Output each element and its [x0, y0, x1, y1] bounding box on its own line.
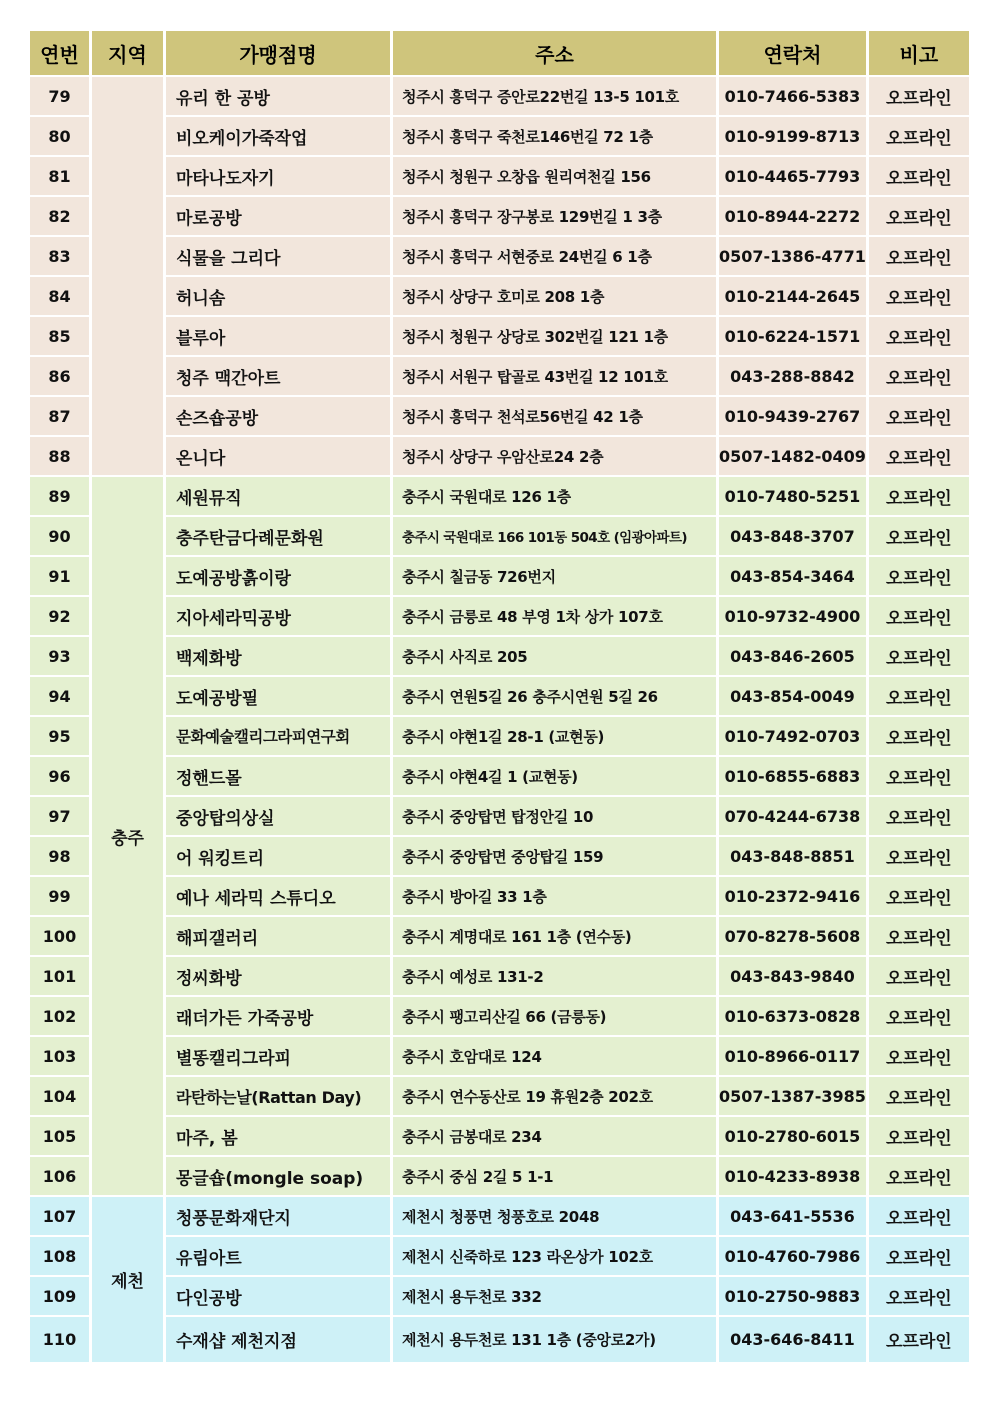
- row-num: 95: [30, 717, 89, 755]
- store-contact: 010-2780-6015: [719, 1117, 866, 1155]
- store-address: 제천시 용두천로 131 1층 (중앙로2가): [393, 1317, 716, 1362]
- store-note: 오프라인: [869, 117, 969, 155]
- store-address: 충주시 금릉로 48 부영 1차 상가 107호: [393, 597, 716, 635]
- table-row: [30, 1317, 969, 1362]
- row-num: 110: [30, 1317, 89, 1362]
- table-row: [30, 357, 969, 395]
- row-num: 101: [30, 957, 89, 995]
- row-num: 93: [30, 637, 89, 675]
- table-row: [30, 1277, 969, 1315]
- store-name: 마주, 봄: [166, 1117, 390, 1155]
- table-row: [30, 1197, 969, 1235]
- store-note: 오프라인: [869, 237, 969, 275]
- store-address: 충주시 금봉대로 234: [393, 1117, 716, 1155]
- region-cell-jecheon: 제천: [92, 1197, 163, 1362]
- store-address: 제천시 용두천로 332: [393, 1277, 716, 1315]
- store-contact: 043-846-2605: [719, 637, 866, 675]
- store-note: 오프라인: [869, 1157, 969, 1195]
- store-name: 다인공방: [166, 1277, 390, 1315]
- row-num: 82: [30, 197, 89, 235]
- store-name: 온니다: [166, 437, 390, 475]
- store-address: 청주시 흥덕구 천석로56번길 42 1층: [393, 397, 716, 435]
- store-address: 충주시 호암대로 124: [393, 1037, 716, 1075]
- store-note: 오프라인: [869, 757, 969, 795]
- row-num: 88: [30, 437, 89, 475]
- store-note: 오프라인: [869, 1277, 969, 1315]
- store-name: 해피갤러리: [166, 917, 390, 955]
- store-name: 도예공방필: [166, 677, 390, 715]
- store-note: 오프라인: [869, 677, 969, 715]
- table-row: [30, 277, 969, 315]
- store-contact: 010-6224-1571: [719, 317, 866, 355]
- store-name: 세원뮤직: [166, 477, 390, 515]
- store-name: 문화예술캘리그라피연구회: [166, 717, 390, 755]
- store-note: 오프라인: [869, 77, 969, 115]
- store-note: 오프라인: [869, 1197, 969, 1235]
- row-num: 90: [30, 517, 89, 555]
- store-list-sheet: [30, 31, 969, 1362]
- row-num: 84: [30, 277, 89, 315]
- store-contact: 0507-1386-4771: [719, 237, 866, 275]
- store-contact: 010-4233-8938: [719, 1157, 866, 1195]
- store-address: 제천시 신죽하로 123 라온상가 102호: [393, 1237, 716, 1275]
- table-row: [30, 157, 969, 195]
- store-contact: 0507-1387-3985: [719, 1077, 866, 1115]
- store-note: 오프라인: [869, 877, 969, 915]
- store-contact: 043-641-5536: [719, 1197, 866, 1235]
- region-cell-cheongju: [92, 77, 163, 475]
- store-note: 오프라인: [869, 197, 969, 235]
- store-name: 충주탄금다례문화원: [166, 517, 390, 555]
- row-num: 102: [30, 997, 89, 1035]
- store-name: 라탄하는날(Rattan Day): [166, 1077, 390, 1115]
- store-address: 청주시 청원구 오창읍 원리여천길 156: [393, 157, 716, 195]
- store-address: 충주시 야현4길 1 (교현동): [393, 757, 716, 795]
- row-num: 91: [30, 557, 89, 595]
- store-name: 정핸드몰: [166, 757, 390, 795]
- store-contact: 010-8966-0117: [719, 1037, 866, 1075]
- store-address: 충주시 팽고리산길 66 (금릉동): [393, 997, 716, 1035]
- table-row: [30, 1237, 969, 1275]
- store-contact: 010-9199-8713: [719, 117, 866, 155]
- row-num: 80: [30, 117, 89, 155]
- table-row: [30, 397, 969, 435]
- header-contact: 연락처: [719, 31, 866, 75]
- row-num: 83: [30, 237, 89, 275]
- store-name: 정씨화방: [166, 957, 390, 995]
- table-row: [30, 437, 969, 475]
- store-contact: 070-4244-6738: [719, 797, 866, 835]
- store-note: 오프라인: [869, 357, 969, 395]
- row-num: 109: [30, 1277, 89, 1315]
- store-note: 오프라인: [869, 277, 969, 315]
- store-note: 오프라인: [869, 1077, 969, 1115]
- store-name: 몽글숍(mongle soap): [166, 1157, 390, 1195]
- table-row: [30, 517, 969, 555]
- region-cell-chungju: 충주: [92, 477, 163, 1195]
- store-name: 비오케이가죽작업: [166, 117, 390, 155]
- store-address: 충주시 사직로 205: [393, 637, 716, 675]
- store-contact: 010-9439-2767: [719, 397, 866, 435]
- store-note: 오프라인: [869, 157, 969, 195]
- store-name: 수재샵 제천지점: [166, 1317, 390, 1362]
- row-num: 100: [30, 917, 89, 955]
- store-name: 예나 세라믹 스튜디오: [166, 877, 390, 915]
- row-num: 108: [30, 1237, 89, 1275]
- store-note: 오프라인: [869, 837, 969, 875]
- row-num: 104: [30, 1077, 89, 1115]
- store-name: 유림아트: [166, 1237, 390, 1275]
- store-note: 오프라인: [869, 637, 969, 675]
- store-name: 식물을 그리다: [166, 237, 390, 275]
- row-num: 89: [30, 477, 89, 515]
- store-contact: 010-8944-2272: [719, 197, 866, 235]
- table-row: [30, 1117, 969, 1155]
- table-row: [30, 597, 969, 635]
- store-contact: 043-843-9840: [719, 957, 866, 995]
- store-address: 충주시 예성로 131-2: [393, 957, 716, 995]
- header-address: 주소: [393, 31, 716, 75]
- store-note: 오프라인: [869, 717, 969, 755]
- store-address: 청주시 상당구 호미로 208 1층: [393, 277, 716, 315]
- table-row: [30, 197, 969, 235]
- store-name: 래더가든 가죽공방: [166, 997, 390, 1035]
- table-row: [30, 917, 969, 955]
- store-name: 백제화방: [166, 637, 390, 675]
- table-row: [30, 717, 969, 755]
- row-num: 94: [30, 677, 89, 715]
- table-row: [30, 77, 969, 115]
- store-name: 손즈숍공방: [166, 397, 390, 435]
- row-num: 98: [30, 837, 89, 875]
- store-address: 충주시 칠금동 726번지: [393, 557, 716, 595]
- store-contact: 010-7466-5383: [719, 77, 866, 115]
- store-contact: 010-7480-5251: [719, 477, 866, 515]
- store-note: 오프라인: [869, 477, 969, 515]
- store-note: 오프라인: [869, 1037, 969, 1075]
- table-row: [30, 1157, 969, 1195]
- store-note: 오프라인: [869, 517, 969, 555]
- store-note: 오프라인: [869, 957, 969, 995]
- store-contact: 070-8278-5608: [719, 917, 866, 955]
- store-address: 청주시 청원구 상당로 302번길 121 1층: [393, 317, 716, 355]
- table-row: [30, 557, 969, 595]
- row-num: 97: [30, 797, 89, 835]
- store-name: 중앙탑의상실: [166, 797, 390, 835]
- store-contact: 0507-1482-0409: [719, 437, 866, 475]
- store-address: 충주시 중심 2길 5 1-1: [393, 1157, 716, 1195]
- store-note: 오프라인: [869, 1317, 969, 1362]
- header-row: [30, 31, 969, 75]
- table-row: [30, 317, 969, 355]
- store-address: 충주시 연수동산로 19 휴원2층 202호: [393, 1077, 716, 1115]
- store-name: 청풍문화재단지: [166, 1197, 390, 1235]
- row-num: 85: [30, 317, 89, 355]
- store-address: 충주시 국원대로 126 1층: [393, 477, 716, 515]
- store-address: 청주시 상당구 우암산로24 2층: [393, 437, 716, 475]
- store-note: 오프라인: [869, 557, 969, 595]
- store-contact: 010-2144-2645: [719, 277, 866, 315]
- row-num: 96: [30, 757, 89, 795]
- store-name: 블루아: [166, 317, 390, 355]
- store-note: 오프라인: [869, 597, 969, 635]
- table-row: [30, 117, 969, 155]
- store-contact: 010-4465-7793: [719, 157, 866, 195]
- store-address: 청주시 흥덕구 죽천로146번길 72 1층: [393, 117, 716, 155]
- store-contact: 010-9732-4900: [719, 597, 866, 635]
- store-name: 허니솜: [166, 277, 390, 315]
- row-num: 107: [30, 1197, 89, 1235]
- store-contact: 043-646-8411: [719, 1317, 866, 1362]
- store-note: 오프라인: [869, 437, 969, 475]
- store-name: 유리 한 공방: [166, 77, 390, 115]
- store-contact: 043-288-8842: [719, 357, 866, 395]
- header-region: 지역: [92, 31, 163, 75]
- table-row: [30, 237, 969, 275]
- store-address: 충주시 방아길 33 1층: [393, 877, 716, 915]
- table-row: [30, 837, 969, 875]
- row-num: 99: [30, 877, 89, 915]
- table-row: [30, 637, 969, 675]
- row-num: 92: [30, 597, 89, 635]
- store-address: 충주시 중앙탑면 탑정안길 10: [393, 797, 716, 835]
- store-contact: 043-854-3464: [719, 557, 866, 595]
- table-row: [30, 1077, 969, 1115]
- store-note: 오프라인: [869, 997, 969, 1035]
- store-address: 청주시 흥덕구 증안로22번길 13-5 101호: [393, 77, 716, 115]
- table-row: [30, 997, 969, 1035]
- store-name: 도예공방흙이랑: [166, 557, 390, 595]
- store-address: 충주시 국원대로 166 101동 504호 (임광아파트): [393, 517, 716, 555]
- header-num: 연번: [30, 31, 89, 75]
- store-contact: 043-848-8851: [719, 837, 866, 875]
- store-contact: 010-4760-7986: [719, 1237, 866, 1275]
- store-name: 마타나도자기: [166, 157, 390, 195]
- store-name: 어 워킹트리: [166, 837, 390, 875]
- store-name: 청주 맥간아트: [166, 357, 390, 395]
- store-address: 충주시 연원5길 26 충주시연원 5길 26: [393, 677, 716, 715]
- store-address: 충주시 계명대로 161 1층 (연수동): [393, 917, 716, 955]
- store-address: 충주시 중앙탑면 중앙탑길 159: [393, 837, 716, 875]
- row-num: 105: [30, 1117, 89, 1155]
- store-contact: 010-6855-6883: [719, 757, 866, 795]
- store-table: [27, 29, 972, 1364]
- store-name: 마로공방: [166, 197, 390, 235]
- store-address: 제천시 청풍면 청풍호로 2048: [393, 1197, 716, 1235]
- store-contact: 010-6373-0828: [719, 997, 866, 1035]
- store-address: 청주시 흥덕구 장구봉로 129번길 1 3층: [393, 197, 716, 235]
- store-contact: 010-2372-9416: [719, 877, 866, 915]
- store-note: 오프라인: [869, 797, 969, 835]
- store-address: 청주시 서원구 탑골로 43번길 12 101호: [393, 357, 716, 395]
- row-num: 81: [30, 157, 89, 195]
- store-name: 별똥캘리그라피: [166, 1037, 390, 1075]
- row-num: 79: [30, 77, 89, 115]
- store-note: 오프라인: [869, 397, 969, 435]
- store-contact: 010-7492-0703: [719, 717, 866, 755]
- table-row: [30, 877, 969, 915]
- store-address: 충주시 야현1길 28-1 (교현동): [393, 717, 716, 755]
- table-row: [30, 957, 969, 995]
- store-contact: 043-854-0049: [719, 677, 866, 715]
- table-row: [30, 477, 969, 515]
- header-store: 가맹점명: [166, 31, 390, 75]
- store-note: 오프라인: [869, 1117, 969, 1155]
- row-num: 87: [30, 397, 89, 435]
- table-row: [30, 757, 969, 795]
- store-note: 오프라인: [869, 1237, 969, 1275]
- table-row: [30, 797, 969, 835]
- row-num: 106: [30, 1157, 89, 1195]
- table-row: [30, 1037, 969, 1075]
- store-contact: 010-2750-9883: [719, 1277, 866, 1315]
- row-num: 86: [30, 357, 89, 395]
- store-address: 청주시 흥덕구 서현중로 24번길 6 1층: [393, 237, 716, 275]
- row-num: 103: [30, 1037, 89, 1075]
- store-note: 오프라인: [869, 317, 969, 355]
- store-name: 지아세라믹공방: [166, 597, 390, 635]
- table-row: [30, 677, 969, 715]
- store-contact: 043-848-3707: [719, 517, 866, 555]
- header-note: 비고: [869, 31, 969, 75]
- store-note: 오프라인: [869, 917, 969, 955]
